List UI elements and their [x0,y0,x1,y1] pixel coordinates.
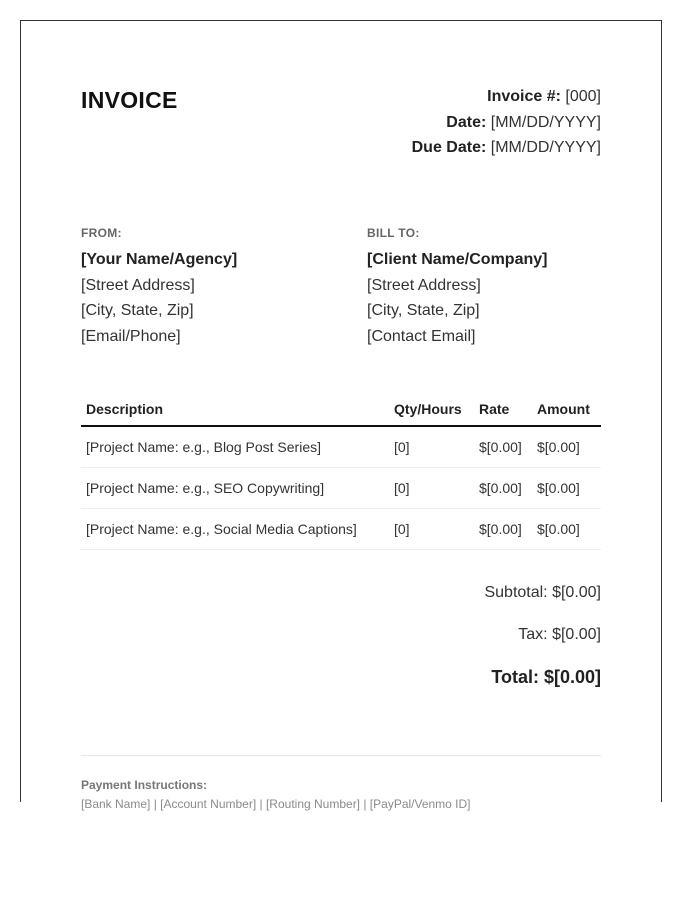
table-row [81,426,601,468]
footer-divider [81,755,601,756]
from-label: FROM: [81,226,122,240]
table-row [81,509,601,550]
invoice-number-value: [000] [565,88,601,105]
tax: Tax: $[0.00] [518,626,601,643]
cell-description: [Project Name: e.g., Social Media Captions] [81,509,389,550]
cell-amount: $[0.00] [532,468,601,509]
invoice-date-value: [MM/DD/YYYY] [490,113,601,131]
table-header-row [81,393,601,426]
due-date-label: Due Date: [411,139,487,156]
header-qty-hours: Qty/Hours [389,393,474,426]
cell-qty: [0] [389,509,474,550]
payment-details: [Bank Name] | [Account Number] | [Routing Number] | [PayPal/Venmo ID] [81,797,471,811]
cell-qty: [0] [389,426,474,468]
cell-qty: [0] [389,468,474,509]
due-date-value: [MM/DD/YYYY] [490,139,601,156]
invoice-number-label: Invoice #: [487,88,561,105]
payment-instructions [81,778,471,812]
bill-to-city: [City, State, Zip] [367,302,480,319]
grand-total: Total: $[0.00] [491,667,601,687]
cell-rate: $[0.00] [474,426,532,468]
bill-to-contact: [Contact Email] [367,327,476,345]
cell-rate: $[0.00] [474,509,532,550]
cell-description: [Project Name: e.g., Blog Post Series] [81,426,389,468]
invoice-date-label: Date: [446,113,487,131]
invoice-page [20,20,662,811]
invoice-number-line [412,84,601,110]
from-street: [Street Address] [81,276,195,294]
header-amount: Amount [532,393,601,426]
payment-label: Payment Instructions: [81,778,208,792]
bill-to-name: [Client Name/Company] [367,251,548,268]
totals-section [484,581,601,689]
from-city: [City, State, Zip] [81,302,194,319]
invoice-date-line [412,110,601,136]
header-description: Description [81,393,389,426]
bill-to-street: [Street Address] [367,276,481,294]
bill-to-section [367,226,547,349]
cell-rate: $[0.00] [474,468,532,509]
bill-to-label: BILL TO: [367,226,420,240]
header-rate: Rate [474,393,532,426]
invoice-meta [412,84,601,161]
from-section [81,226,237,349]
from-contact: [Email/Phone] [81,327,181,345]
line-items-table [81,393,601,550]
cell-description: [Project Name: e.g., SEO Copywriting] [81,468,389,509]
cell-amount: $[0.00] [532,426,601,468]
from-name: [Your Name/Agency] [81,251,238,268]
table-row [81,468,601,509]
invoice-title: INVOICE [81,87,178,113]
subtotal: Subtotal: $[0.00] [484,584,601,601]
due-date-line [412,135,601,161]
cell-amount: $[0.00] [532,509,601,550]
